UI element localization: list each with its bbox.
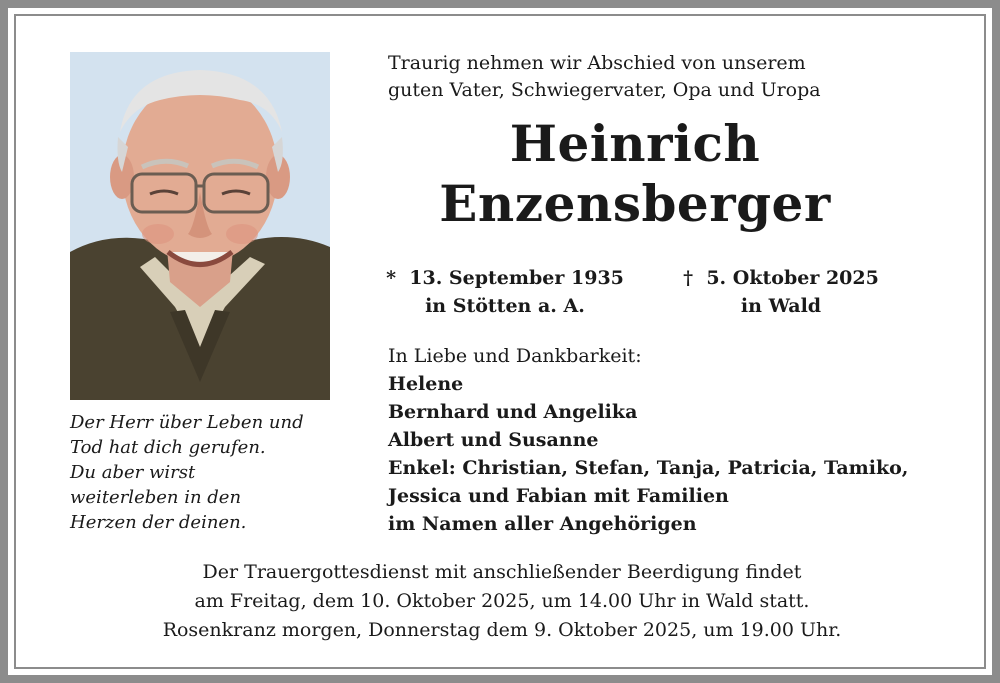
family-member: Albert und Susanne xyxy=(388,429,599,451)
intro-text xyxy=(388,50,821,104)
family-list xyxy=(388,342,908,538)
service-line: Rosenkranz morgen, Donnerstag dem 9. Oktober 2025, um 19.00 Uhr. xyxy=(162,619,842,641)
verse-line: Der Herr über Leben und xyxy=(70,412,304,433)
birth-place: in Stötten a. A. xyxy=(425,295,585,317)
verse-line: Herzen der deinen. xyxy=(70,512,247,533)
birth-star-icon: * xyxy=(386,267,397,289)
service-line: Der Trauergottesdienst mit anschließender Beerdigung findet xyxy=(202,561,802,583)
notice-card xyxy=(8,8,992,675)
family-member: Enkel: Christian, Stefan, Tanja, Patricia, Tamiko, xyxy=(388,457,909,479)
verse-line: Tod hat dich gerufen. xyxy=(70,437,266,458)
deceased-first-name: Heinrich xyxy=(509,114,761,173)
family-heading: In Liebe und Dankbarkeit: xyxy=(388,345,642,367)
service-line: am Freitag, dem 10. Oktober 2025, um 14.00 Uhr in Wald statt. xyxy=(194,590,810,612)
birth-info xyxy=(378,264,632,320)
birth-date: 13. September 1935 xyxy=(409,267,624,289)
death-place: in Wald xyxy=(740,295,822,317)
intro-line: Traurig nehmen wir Abschied von unserem xyxy=(388,52,806,74)
death-date: 5. Oktober 2025 xyxy=(706,267,879,289)
family-member: Jessica und Fabian mit Familien xyxy=(388,485,729,507)
verse-line: weiterleben in den xyxy=(70,487,242,508)
portrait-photo xyxy=(70,52,330,400)
death-cross-icon: † xyxy=(683,267,694,289)
service-announcement xyxy=(10,558,994,645)
family-member: im Namen aller Angehörigen xyxy=(388,513,697,535)
memorial-verse xyxy=(70,410,340,535)
family-member: Helene xyxy=(388,373,464,395)
intro-line: guten Vater, Schwiegervater, Opa und Uropa xyxy=(388,79,821,101)
deceased-last-name: Enzensberger xyxy=(439,174,831,233)
family-member: Bernhard und Angelika xyxy=(388,401,638,423)
deceased-name xyxy=(350,114,920,234)
death-info xyxy=(674,264,888,320)
verse-line: Du aber wirst xyxy=(70,462,196,483)
